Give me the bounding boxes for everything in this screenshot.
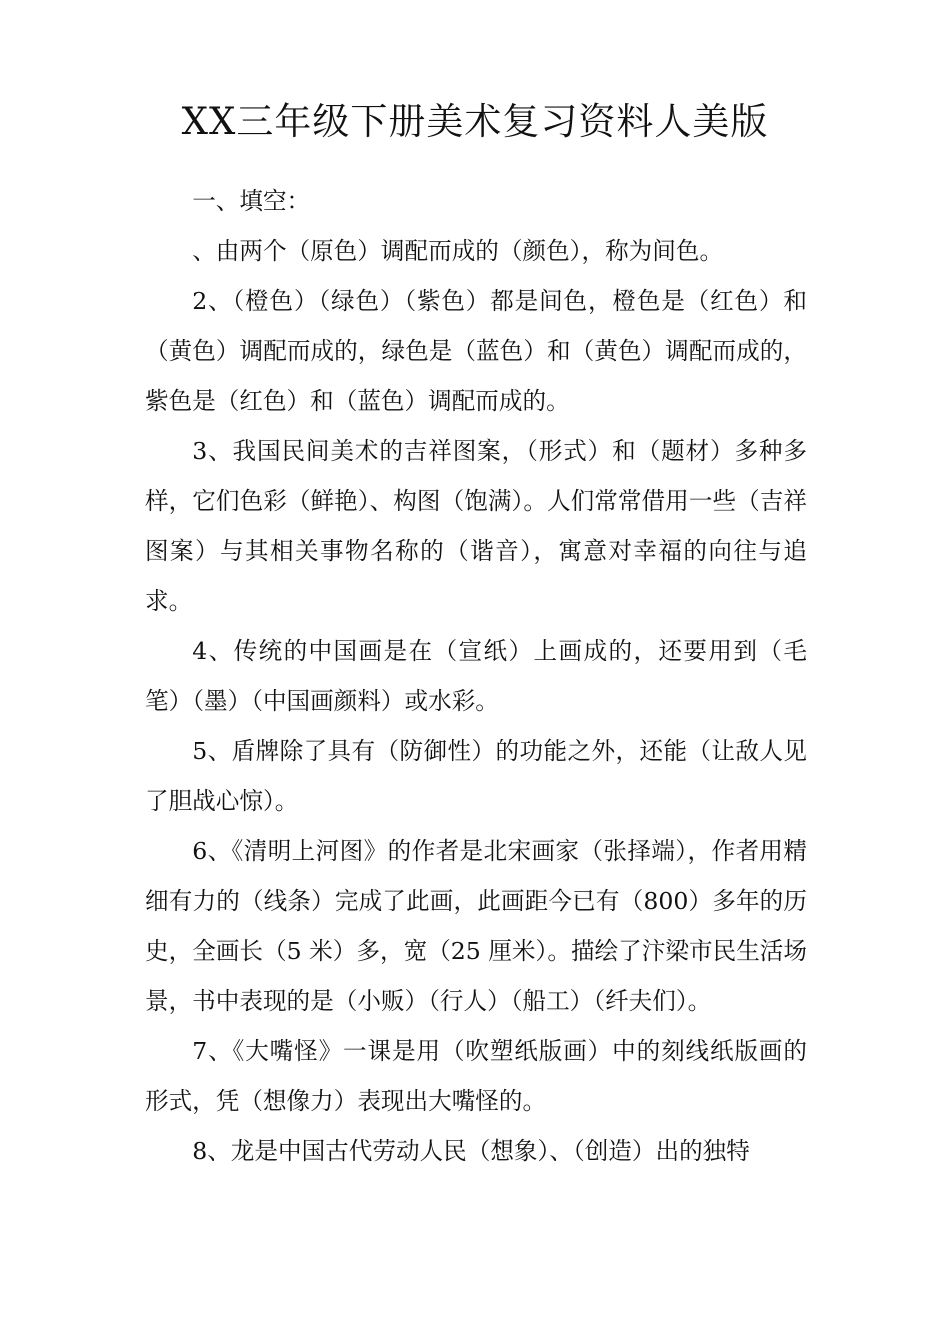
section-heading: 一、填空： [192,187,311,215]
document-title: XX三年级下册美术复习资料人美版 [181,100,769,143]
paragraph-item-5: 5、盾牌除了具有（防御性）的功能之外，还能（让敌人见了胆战心惊）。 [145,737,807,815]
paragraph-item-4: 4、传统的中国画是在（宣纸）上画成的，还要用到（毛笔）（墨）（中国画颜料）或水彩。 [145,637,807,715]
paragraph-item-7: 7、《大嘴怪》一课是用（吹塑纸版画）中的刻线纸版画的形式，凭（想像力）表现出大嘴怪的。 [145,1037,807,1115]
paragraph-item-3: 3、我国民间美术的吉祥图案，（形式）和（题材）多种多样，它们色彩（鲜艳）、构图（饱满）。人们常常借用一些（吉祥图案）与其相关事物名称的（谐音），寓意对幸福的向往与追求。 [145,437,807,615]
paragraph-item-2: 2、（橙色）（绿色）（紫色）都是间色，橙色是（红色）和（黄色）调配而成的，绿色是（蓝色）和（黄色）调配而成的，紫色是（红色）和（蓝色）调配而成的。 [145,287,807,415]
document-body [145,176,807,1176]
paragraph-item-1: 、由两个（原色）调配而成的（颜色），称为间色。 [192,237,724,265]
paragraph-item-6: 6、《清明上河图》的作者是北宋画家（张择端），作者用精细有力的（线条）完成了此画，此画距今已有（800）多年的历史，全画长（5 米）多，宽（25 厘米）。描绘了汴梁市民生活场景，书中表现的是（小贩）（行人）（船工）（纤夫们）。 [145,837,807,1015]
paragraph-item-8: 8、龙是中国古代劳动人民（想象）、（创造）出的独特 [192,1137,750,1165]
